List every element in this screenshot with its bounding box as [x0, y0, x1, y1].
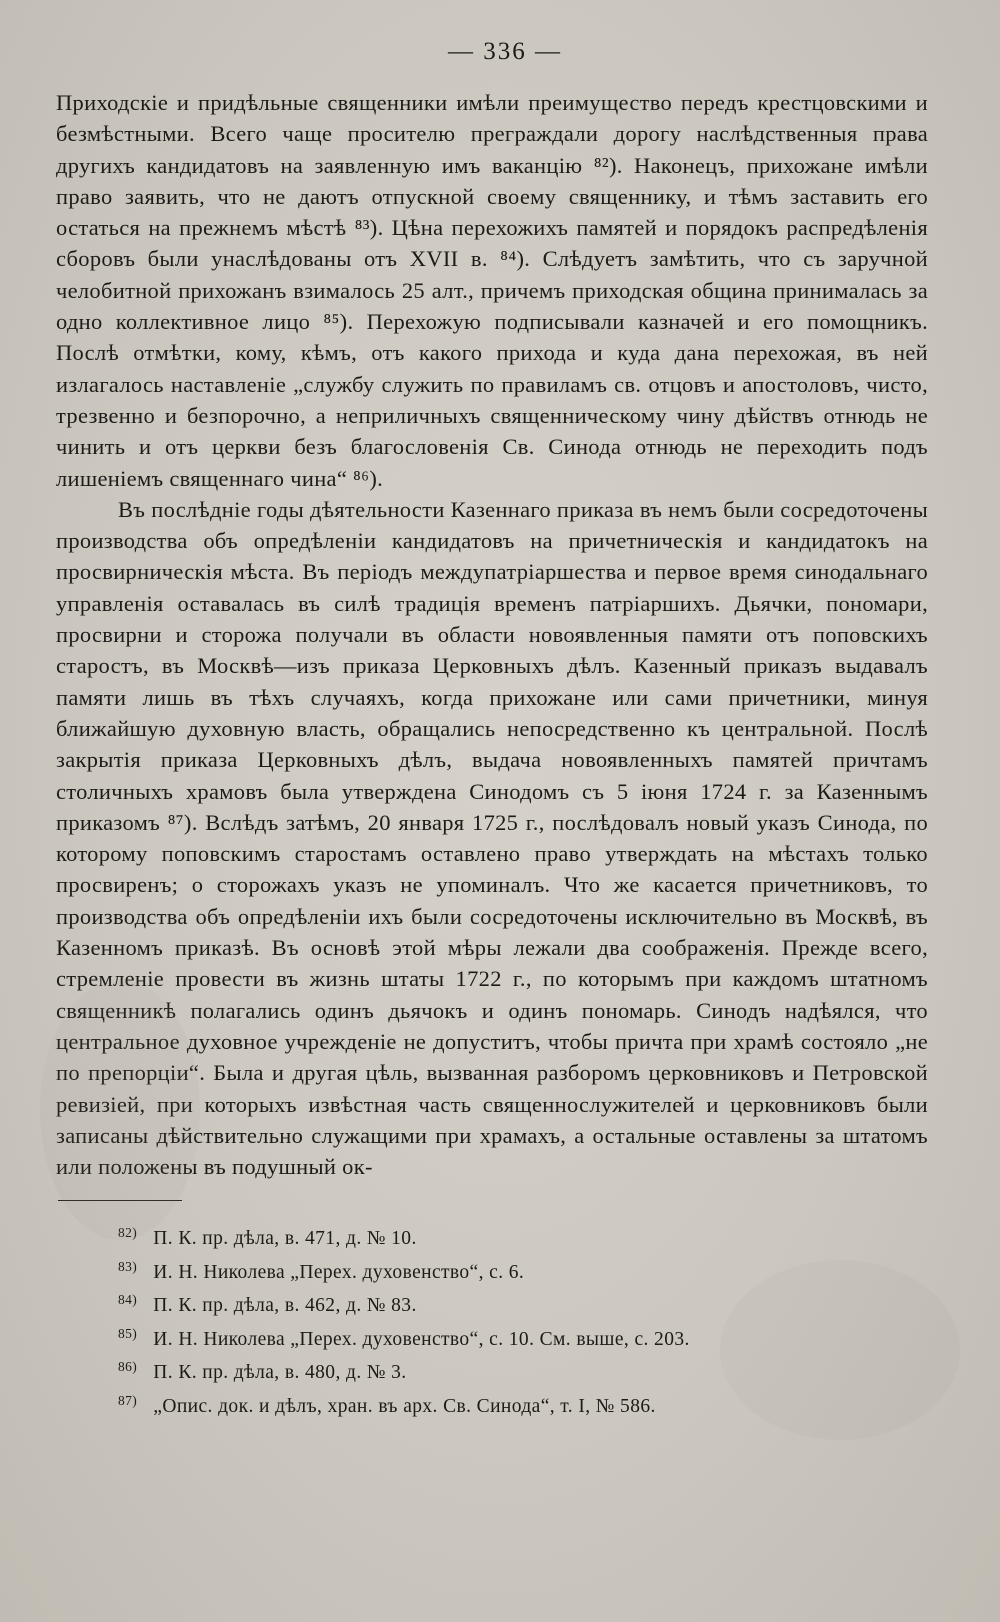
footnote: [118, 1219, 928, 1253]
footnote-text: И. Н. Николева „Перех. духовенство“, с. 6.: [153, 1261, 525, 1283]
footnote-text: И. Н. Николева „Перех. духовенство“, с. 10. См. выше, с. 203.: [153, 1328, 690, 1350]
footnote: [118, 1286, 928, 1320]
footnote: [118, 1353, 928, 1387]
main-text: [56, 87, 928, 1182]
paragraph: Приходскіе и придѣльные священники имѣли преимущество передъ крестцовскими и безмѣстными. Всего чаще просителю преграждали дорогу наслѣдственныя права другихъ кандидатовъ на заявленную имъ ваканцію ⁸²). Наконецъ, прихожане имѣли право заявить, что не даютъ отпускной своему священнику, и тѣмъ заставить его остаться на прежнемъ мѣстѣ ⁸³). Цѣна перехожихъ памятей и порядокъ распредѣленія сборовъ были унаслѣдованы отъ XVII в. ⁸⁴). Слѣдуетъ замѣтить, что съ заручной челобитной прихожанъ взималось 25 алт., причемъ приходская община принималась за одно коллективное лицо ⁸⁵). Перехожую подписывали казначей и его помощникъ. Послѣ отмѣтки, кому, кѣмъ, отъ какого прихода и куда дана перехожая, въ ней излагалось наставленіе „службу служить по правиламъ св. отцовъ и апостоловъ, чисто, трезвенно и безпорочно, а неприличныхъ священническому чину дѣйствъ отнюдь не чинить и отъ церкви безъ благословенія Св. Синода отнюдь не переходить подъ лишеніемъ священнаго чина“ ⁸⁶).: [56, 90, 928, 491]
footnote-number: 85): [118, 1325, 138, 1341]
footnote-number: 84): [118, 1292, 138, 1308]
footnote: [118, 1253, 928, 1287]
footnote-text: „Опис. док. и дѣлъ, хран. въ арх. Св. Синода“, т. I, № 586.: [153, 1395, 656, 1417]
footnote-number: 87): [118, 1392, 138, 1408]
footnote-text: П. К. пр. дѣла, в. 471, д. № 10.: [153, 1228, 417, 1250]
footnote-separator: [58, 1200, 182, 1201]
footnote: [118, 1387, 928, 1421]
footnote-text: П. К. пр. дѣла, в. 480, д. № 3.: [153, 1362, 407, 1384]
page-number: — 336 —: [448, 38, 562, 65]
footnote-number: 83): [118, 1258, 138, 1274]
footnotes: [56, 1219, 928, 1420]
footnote-number: 86): [118, 1359, 138, 1375]
paragraph: Въ послѣдніе годы дѣятельности Казеннаго приказа въ немъ были сосредоточены производства объ опредѣленіи кандидатовъ на причетническія и кандидатокъ на просвирническія мѣста. Въ періодъ междупатріаршества и первое время синодальнаго управленія оставалась въ силѣ традиція временъ патріаршихъ. Дьячки, пономари, просвирни и сторожа получали въ области новоявленныя памяти отъ поповскихъ старостъ, въ Москвѣ—изъ приказа Церковныхъ дѣлъ. Казенный приказъ выдавалъ памяти лишь въ тѣхъ случаяхъ, когда прихожане или сами причетники, минуя ближайшую духовную власть, обращались непосредственно къ центральной. Послѣ закрытія приказа Церковныхъ дѣлъ, выдача новоявленныхъ памятей причтамъ столичныхъ храмовъ была утверждена Синодомъ съ 5 іюня 1724 г. за Казеннымъ приказомъ ⁸⁷). Вслѣдъ затѣмъ, 20 января 1725 г., послѣдовалъ новый указъ Синода, по которому поповскимъ старостамъ оставлено право утверждать на мѣстахъ только просвиренъ; о сторожахъ указъ не упоминалъ. Что же касается причетниковъ, то производства объ опредѣленіи ихъ были сосредоточены исключительно въ Москвѣ, въ Казенномъ приказѣ. Въ основѣ этой мѣры лежали два соображенія. Прежде всего, стремленіе провести въ жизнь штаты 1722 г., по которымъ при каждомъ штатномъ священникѣ полагались одинъ дьячокъ и одинъ пономарь. Синодъ надѣялся, что центральное духовное учрежденіе не допуститъ, чтобы причта при храмѣ состояло „не по препорціи“. Была и другая цѣль, вызванная разборомъ церковниковъ и Петровской ревизіей, при которыхъ извѣстная часть священнослужителей и церковниковъ были записаны дѣйствительно служащими при храмахъ, а остальные оставлены за штатомъ или положены въ подушный ок-: [56, 496, 928, 1180]
footnote: [118, 1320, 928, 1354]
footnote-number: 82): [118, 1225, 138, 1241]
footnote-text: П. К. пр. дѣла, в. 462, д. № 83.: [153, 1295, 417, 1317]
